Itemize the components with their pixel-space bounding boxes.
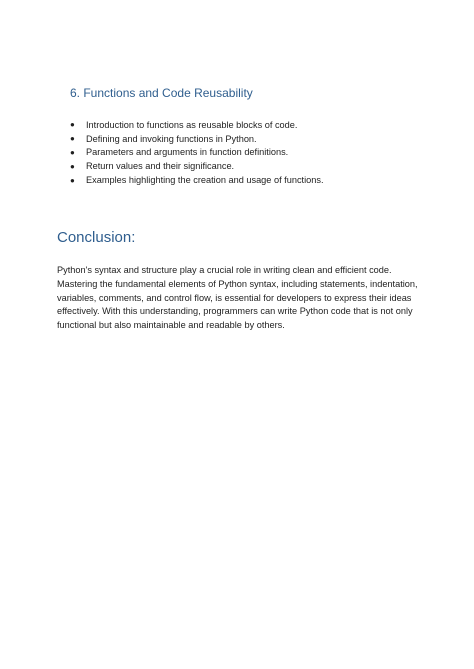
list-item-text: Introduction to functions as reusable blocks of code. [86, 119, 298, 130]
bullet-icon: ● [70, 120, 75, 130]
bullet-icon: ● [70, 147, 75, 157]
bullet-icon: ● [70, 161, 75, 171]
bullet-list [70, 118, 324, 187]
list-item-text: Defining and invoking functions in Python. [86, 133, 257, 144]
conclusion-paragraph: Python's syntax and structure play a crucial role in writing clean and efficient code. Mastering the fundamental elements of Python syntax, including statements, indentation, variables, comments, and control flow, is essential for developers to express their ideas effectively. With this understanding, programmers can write Python code that is not only functional but also maintainable and readable by others. [57, 265, 418, 331]
bullet-icon: ● [70, 175, 75, 185]
bullet-icon: ● [70, 134, 75, 144]
list-item-text: Examples highlighting the creation and usage of functions. [86, 175, 324, 186]
list-item-text: Parameters and arguments in function definitions. [86, 147, 289, 158]
list-item [70, 173, 324, 187]
list-item [70, 132, 324, 146]
section-heading: 6. Functions and Code Reusability [70, 86, 253, 100]
list-item [70, 118, 324, 132]
list-item [70, 146, 324, 160]
conclusion-heading: Conclusion: [57, 229, 136, 246]
list-item [70, 159, 324, 173]
list-item-text: Return values and their significance. [86, 161, 235, 172]
